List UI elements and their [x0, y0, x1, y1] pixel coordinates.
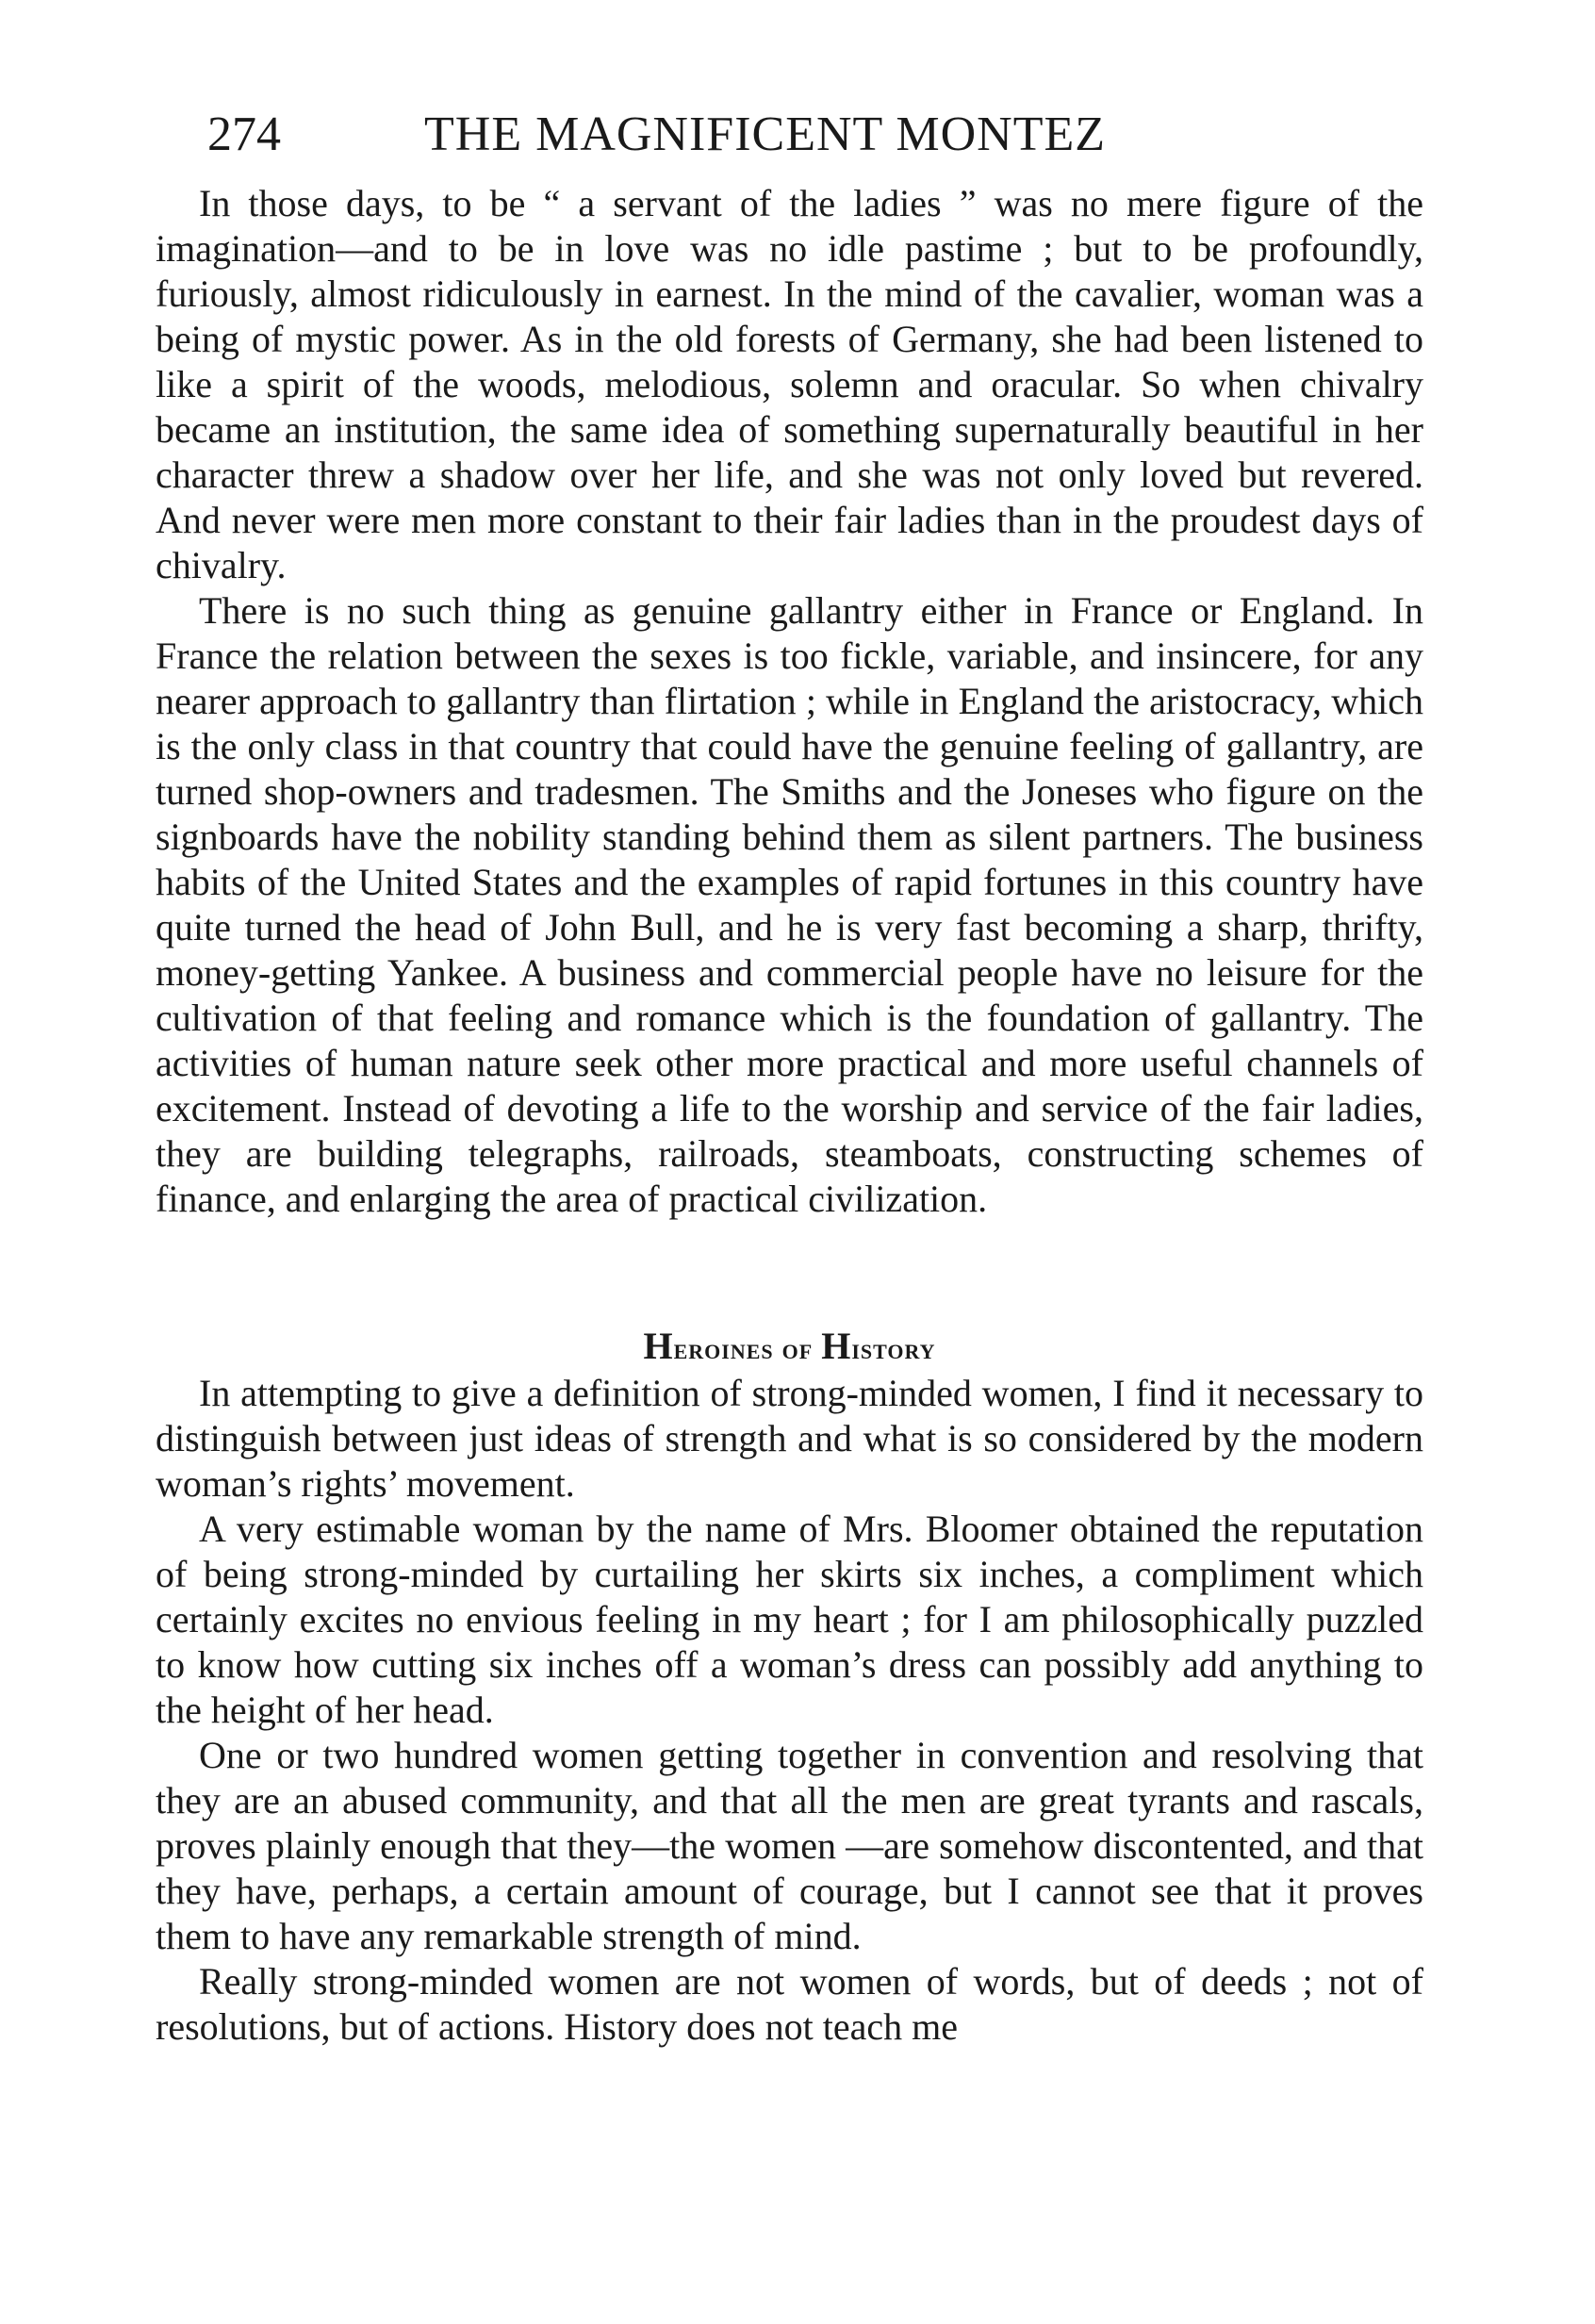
heading-word-rest: istory — [851, 1331, 936, 1365]
heading-word-rest: of — [781, 1331, 814, 1365]
paragraph: A very estimable woman by the name of Mrs. Bloomer obtained the reputation of being strong-minded by curtailing her skirts six inches, a compliment which certainly excites no envious feeling in my heart ; for I am philosophically puzzled to know how cutting six inches off a woman’s dress can possibly add anything to the height of her head. — [156, 1508, 1423, 1731]
heading-word-rest: eroines — [673, 1331, 774, 1365]
page-header — [207, 102, 1433, 168]
body-text — [156, 181, 1423, 2050]
paragraph: In attempting to give a definition of strong-minded women, I find it necessary to distinguish between just ideas of strength and what is so considered by the modern woman’s rights’ movement. — [156, 1372, 1423, 1505]
heading-initial: H — [821, 1325, 852, 1367]
paragraph: There is no such thing as genuine gallantry either in France or England. In France the relation between the sexes is too fickle, variable, and insincere, for any nearer approach to gallantry than flirtation ; while in England the aristocracy, which is the only class in that country that could have the genuine feeling of gallantry, are turned shop-owners and tradesmen. The Smiths and the Joneses who figure on the signboards have the nobility standing behind them as silent partners. The business habits of the United States and the examples of rapid fortunes in this country have quite turned the head of John Bull, and he is very fast becoming a sharp, thrifty, money-getting Yankee. A business and commercial people have no leisure for the cultivation of that feeling and romance which is the foundation of gallantry. The activities of human nature seek other more practical and more useful channels of excitement. Instead of devoting a life to the worship and service of the fair ladies, they are building telegraphs, railroads, steamboats, constructing schemes of finance, and enlarging the area of practical civilization. — [156, 589, 1423, 1220]
paragraph: In those days, to be “ a servant of the ladies ” was no mere figure of the imagination—and to be in love was no idle pastime ; but to be profoundly, furiously, almost ridiculously in earnest. In the mind of the cavalier, woman was a being of mystic power. As in the old forests of Germany, she had been listened to like a spirit of the woods, melodious, solemn and oracular. So when chivalry became an institution, the same idea of something supernaturally beautiful in her character threw a shadow over her life, and she was not only loved but revered. And never were men more constant to their fair ladies than in the proudest days of chivalry. — [156, 182, 1423, 586]
heading-initial: H — [643, 1325, 674, 1367]
page-number: 274 — [207, 107, 281, 161]
section-heading — [156, 1324, 1423, 1371]
paragraph: Really strong-minded women are not women of words, but of deeds ; not of resolutions, but of actions. History does not teach me — [156, 1960, 1423, 2048]
paragraph: One or two hundred women getting together in convention and resolving that they are an abused community, and that all the men are great tyrants and rascals, proves plainly enough that they—the women —are somehow discontented, and that they have, perhaps, a certain amount of courage, but I cannot see that it proves them to have any remarkable strength of mind. — [156, 1734, 1423, 1957]
running-title: THE MAGNIFICENT MONTEZ — [424, 107, 1106, 161]
